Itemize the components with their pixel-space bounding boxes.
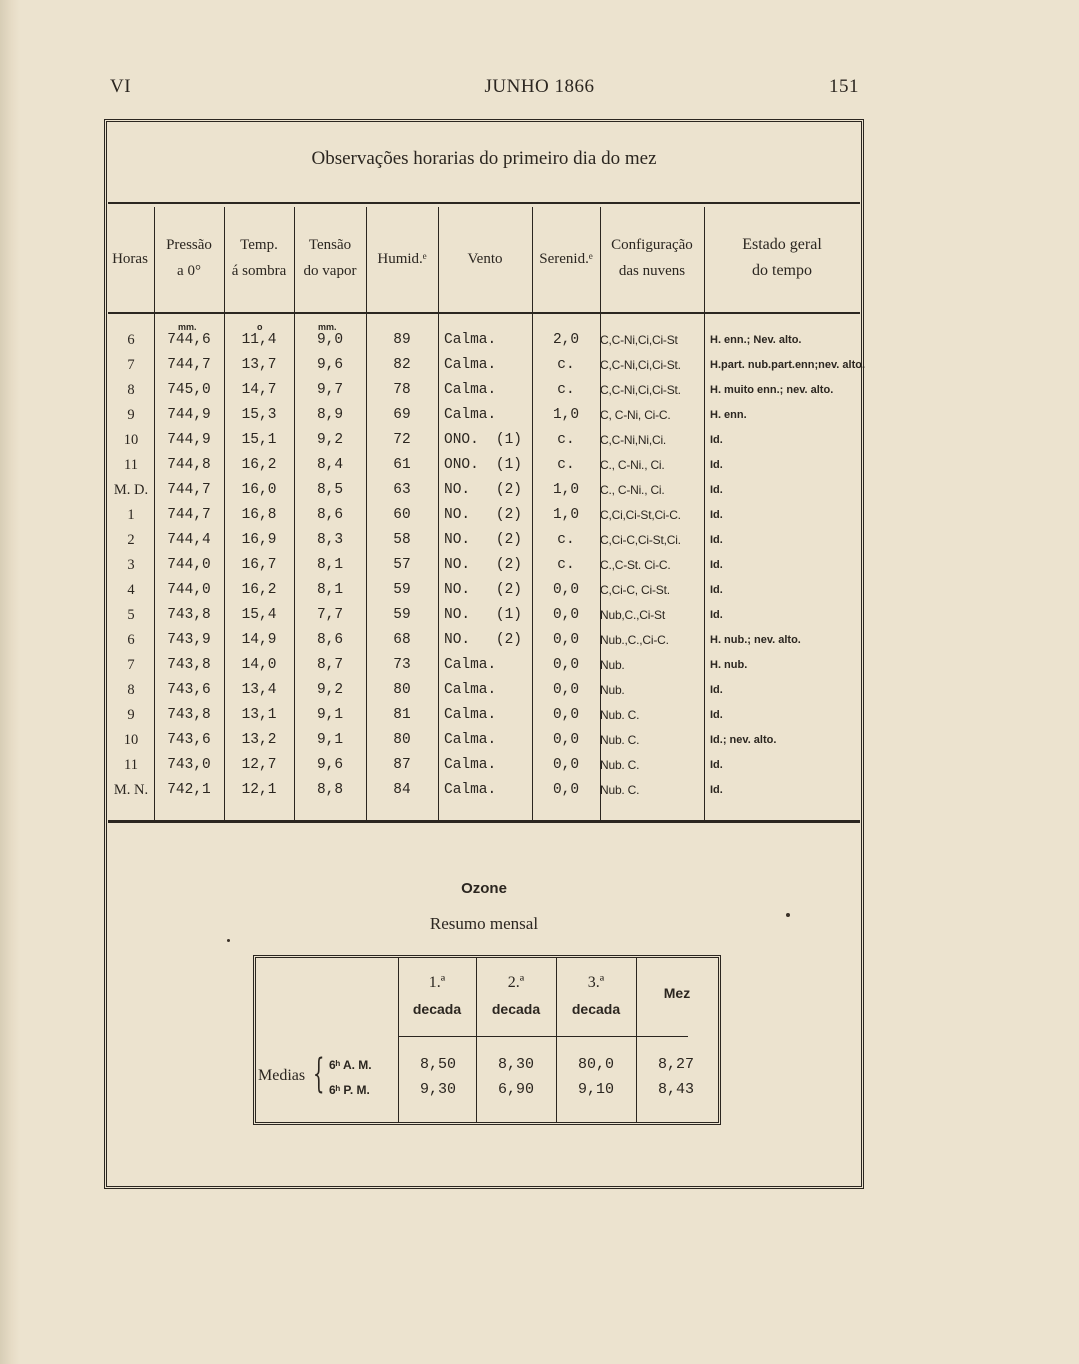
cell-tensao: 8,8 xyxy=(316,782,344,798)
cell-serenid: 1,0 xyxy=(552,482,580,498)
table-row xyxy=(108,503,865,528)
cell-pressao: 743,8 xyxy=(167,657,211,673)
cell-tensao: 9,7 xyxy=(316,382,344,398)
cell-temp: 16,0 xyxy=(241,482,277,498)
ozone-subtitle: Resumo mensal xyxy=(429,914,539,933)
ozone-value: 8,30 xyxy=(497,1056,534,1073)
cell-pressao: 745,0 xyxy=(167,382,211,398)
cell-config: C,C-Ni,Ci,Ci-St xyxy=(600,333,678,347)
cell-tensao: 7,7 xyxy=(316,607,344,623)
cell-hora: 10 xyxy=(123,432,139,448)
cell-config: Nub,C.,Ci-St xyxy=(600,608,665,622)
cell-temp: 16,8 xyxy=(241,507,277,523)
cell-temp: 16,9 xyxy=(241,532,277,548)
ozone-medias-label: Medias xyxy=(258,1067,306,1084)
table-row xyxy=(108,428,865,453)
cell-pressao: 744,7 xyxy=(167,507,211,523)
observations-body xyxy=(108,328,865,803)
cell-serenid: 0,0 xyxy=(552,607,580,623)
ozone-value: 9,10 xyxy=(577,1081,614,1098)
cell-temp: 13,4 xyxy=(241,682,277,698)
cell-temp: 15,3 xyxy=(241,407,277,423)
cell-vento: Calma. xyxy=(444,407,497,423)
cell-estado: Id. xyxy=(710,459,723,471)
cell-serenid: 0,0 xyxy=(552,657,580,673)
col-head-pressao: Pressão a 0° xyxy=(166,237,212,279)
cell-tensao: 8,6 xyxy=(316,632,344,648)
cell-temp: 14,0 xyxy=(241,657,277,673)
cell-humid: 69 xyxy=(393,407,411,423)
cell-vento: Calma. xyxy=(444,782,497,798)
cell-vento: Calma. xyxy=(444,332,497,348)
cell-temp: 12,7 xyxy=(241,757,277,773)
ozone-header-rule xyxy=(398,1036,688,1037)
ozone-row-label-am: 6ʰ A. M. xyxy=(329,1058,372,1072)
cell-pressao: 744,0 xyxy=(167,582,211,598)
cell-estado: Id.; nev. alto. xyxy=(710,734,777,746)
cell-config: C,Ci-C, Ci-St. xyxy=(600,583,670,597)
cell-tensao: 8,7 xyxy=(316,657,344,673)
wind-note: (2) xyxy=(495,632,522,648)
cell-vento: Calma. xyxy=(444,357,497,373)
cell-hora: 5 xyxy=(127,607,135,623)
cell-tensao: 8,6 xyxy=(316,507,344,523)
observations-title: Observações horarias do primeiro dia do mez xyxy=(311,148,657,169)
cell-estado: Id. xyxy=(710,759,723,771)
ozone-value: 8,50 xyxy=(419,1056,456,1073)
table-row xyxy=(108,628,865,653)
ozone-col-decada-2: 2.ª decada xyxy=(491,974,541,1017)
col-head-vento: Vento xyxy=(467,251,503,267)
cell-vento: Calma. xyxy=(444,757,497,773)
cell-tensao: 9,2 xyxy=(316,432,344,448)
wind-note: (1) xyxy=(495,607,522,623)
cell-pressao: 744,6 xyxy=(167,332,211,348)
paper-speck xyxy=(786,913,790,917)
cell-pressao: 744,9 xyxy=(167,407,211,423)
ozone-title: Ozone xyxy=(461,880,507,897)
cell-serenid: 1,0 xyxy=(552,507,580,523)
cell-vento: NO. (2) xyxy=(438,503,532,528)
cell-serenid: 1,0 xyxy=(552,407,580,423)
cell-tensao: 8,9 xyxy=(316,407,344,423)
cell-temp: 16,7 xyxy=(241,557,277,573)
cell-hora: 7 xyxy=(127,357,135,373)
cell-humid: 57 xyxy=(393,557,411,573)
table-row xyxy=(108,353,865,378)
rule-under-title xyxy=(108,202,860,204)
month-title: JUNHO 1866 xyxy=(484,76,595,97)
cell-config: C, C-Ni, Ci-C. xyxy=(600,408,671,422)
cell-vento: Calma. xyxy=(444,682,497,698)
rule-under-table xyxy=(108,820,860,823)
cell-serenid: 0,0 xyxy=(552,582,580,598)
unit-tensao: mm. xyxy=(318,322,337,332)
cell-humid: 72 xyxy=(393,432,411,448)
cell-hora: 8 xyxy=(127,682,135,698)
cell-humid: 59 xyxy=(393,607,411,623)
cell-estado: H. nub.; nev. alto. xyxy=(710,634,801,646)
cell-temp: 14,7 xyxy=(241,382,277,398)
cell-hora: 8 xyxy=(127,382,135,398)
rule-under-header xyxy=(108,312,860,314)
cell-hora: 9 xyxy=(127,407,135,423)
cell-temp: 13,2 xyxy=(241,732,277,748)
cell-vento: ONO. (1) xyxy=(438,453,532,478)
cell-tensao: 9,0 xyxy=(316,332,344,348)
cell-serenid: c. xyxy=(557,382,575,398)
cell-config: C., C-Ni., Ci. xyxy=(600,458,665,472)
cell-tensao: 9,1 xyxy=(316,707,344,723)
cell-pressao: 744,4 xyxy=(167,532,211,548)
ozone-value: 8,43 xyxy=(657,1081,694,1098)
cell-tensao: 8,4 xyxy=(316,457,344,473)
cell-pressao: 744,7 xyxy=(167,357,211,373)
cell-config: C,Ci,Ci-St,Ci-C. xyxy=(600,508,681,522)
cell-temp: 16,2 xyxy=(241,582,277,598)
cell-vento: NO. (2) xyxy=(438,478,532,503)
cell-humid: 84 xyxy=(393,782,411,798)
cell-estado: H. muito enn.; nev. alto. xyxy=(710,384,834,396)
cell-serenid: 0,0 xyxy=(552,732,580,748)
cell-config: Nub. C. xyxy=(600,733,640,747)
cell-estado: H. nub. xyxy=(710,659,748,671)
cell-tensao: 9,1 xyxy=(316,732,344,748)
ozone-col-decada-3: 3.ª decada xyxy=(571,974,621,1017)
cell-hora: M. D. xyxy=(113,482,149,498)
cell-serenid: 0,0 xyxy=(552,757,580,773)
cell-estado: Id. xyxy=(710,559,723,571)
cell-serenid: c. xyxy=(557,532,575,548)
ozone-value: 80,0 xyxy=(577,1056,614,1073)
ozone-row-label-pm: 6ʰ P. M. xyxy=(329,1083,370,1097)
cell-estado: H. enn.; Nev. alto. xyxy=(710,334,802,346)
cell-estado: Id. xyxy=(710,709,723,721)
cell-humid: 78 xyxy=(393,382,411,398)
col-head-horas: Horas xyxy=(112,251,148,267)
cell-estado: Id. xyxy=(710,484,723,496)
cell-pressao: 744,0 xyxy=(167,557,211,573)
cell-tensao: 9,2 xyxy=(316,682,344,698)
cell-tensao: 8,3 xyxy=(316,532,344,548)
book-spine-shadow xyxy=(0,0,20,1364)
ozone-col-decada-1: 1.ª decada xyxy=(412,974,462,1017)
cell-hora: 10 xyxy=(123,732,139,748)
table-row xyxy=(108,753,865,778)
cell-tensao: 9,6 xyxy=(316,357,344,373)
cell-config: C,C-Ni,Ni,Ci. xyxy=(600,433,667,447)
brace-glyph: { xyxy=(313,1051,325,1097)
table-row xyxy=(108,778,865,803)
cell-hora: 11 xyxy=(124,457,138,473)
cell-humid: 63 xyxy=(393,482,411,498)
cell-estado: Id. xyxy=(710,609,723,621)
cell-hora: 2 xyxy=(127,532,135,548)
cell-estado: H.part. nub.part.enn;nev. alto. xyxy=(710,359,866,371)
cell-hora: M. N. xyxy=(113,782,149,798)
cell-tensao: 8,5 xyxy=(316,482,344,498)
cell-serenid: 2,0 xyxy=(552,332,580,348)
unit-temp: o xyxy=(257,322,263,332)
wind-note: (2) xyxy=(495,482,522,498)
cell-vento: NO. (2) xyxy=(438,528,532,553)
cell-config: C., C-Ni., Ci. xyxy=(600,483,665,497)
cell-config: Nub. xyxy=(600,658,625,672)
cell-config: Nub. xyxy=(600,683,625,697)
cell-humid: 61 xyxy=(393,457,411,473)
table-row xyxy=(108,553,865,578)
cell-hora: 4 xyxy=(127,582,135,598)
cell-humid: 73 xyxy=(393,657,411,673)
cell-vento: ONO. (1) xyxy=(438,428,532,453)
cell-humid: 81 xyxy=(393,707,411,723)
cell-config: C,C-Ni,Ci,Ci-St. xyxy=(600,358,681,372)
cell-temp: 13,7 xyxy=(241,357,277,373)
cell-temp: 13,1 xyxy=(241,707,277,723)
wind-note: (2) xyxy=(495,532,522,548)
ozone-value: 8,27 xyxy=(657,1056,694,1073)
cell-estado: Id. xyxy=(710,684,723,696)
col-head-humid: Humid.ᵉ xyxy=(377,251,427,267)
cell-hora: 7 xyxy=(127,657,135,673)
cell-tensao: 9,6 xyxy=(316,757,344,773)
cell-config: C.,C-St. Ci-C. xyxy=(600,558,671,572)
cell-humid: 80 xyxy=(393,682,411,698)
cell-temp: 12,1 xyxy=(241,782,277,798)
table-row xyxy=(108,728,865,753)
col-head-serenid: Serenid.ᵉ xyxy=(539,251,593,267)
cell-estado: Id. xyxy=(710,434,723,446)
cell-serenid: c. xyxy=(557,457,575,473)
cell-serenid: 0,0 xyxy=(552,632,580,648)
cell-config: Nub. C. xyxy=(600,783,640,797)
cell-humid: 59 xyxy=(393,582,411,598)
table-row xyxy=(108,528,865,553)
cell-config: Nub. C. xyxy=(600,708,640,722)
cell-serenid: 0,0 xyxy=(552,707,580,723)
cell-estado: Id. xyxy=(710,784,723,796)
table-row xyxy=(108,478,865,503)
cell-temp: 16,2 xyxy=(241,457,277,473)
table-row xyxy=(108,403,865,428)
cell-estado: H. enn. xyxy=(710,409,747,421)
cell-pressao: 743,8 xyxy=(167,607,211,623)
ozone-value: 6,90 xyxy=(497,1081,534,1098)
cell-hora: 3 xyxy=(127,557,135,573)
cell-serenid: 0,0 xyxy=(552,782,580,798)
cell-pressao: 743,9 xyxy=(167,632,211,648)
cell-hora: 6 xyxy=(127,632,135,648)
cell-hora: 9 xyxy=(127,707,135,723)
wind-note: (2) xyxy=(495,557,522,573)
cell-serenid: 0,0 xyxy=(552,682,580,698)
page-header xyxy=(0,76,1079,100)
cell-vento: Calma. xyxy=(444,657,497,673)
cell-vento: Calma. xyxy=(444,732,497,748)
page-number: 151 xyxy=(829,76,859,97)
cell-pressao: 744,7 xyxy=(167,482,211,498)
table-row xyxy=(108,703,865,728)
col-head-tensao: Tensão do vapor xyxy=(303,237,357,279)
unit-pressao: mm. xyxy=(178,322,197,332)
table-row xyxy=(108,378,865,403)
table-row xyxy=(108,453,865,478)
ozone-value: 9,30 xyxy=(419,1081,456,1098)
cell-hora: 6 xyxy=(127,332,135,348)
cell-config: Nub.,C.,Ci-C. xyxy=(600,633,669,647)
cell-humid: 87 xyxy=(393,757,411,773)
cell-hora: 11 xyxy=(124,757,138,773)
cell-vento: NO. (2) xyxy=(438,553,532,578)
cell-humid: 60 xyxy=(393,507,411,523)
cell-pressao: 742,1 xyxy=(167,782,211,798)
cell-vento: NO. (2) xyxy=(438,628,532,653)
cell-serenid: c. xyxy=(557,432,575,448)
cell-config: C,Ci-C,Ci-St,Ci. xyxy=(600,533,681,547)
cell-humid: 80 xyxy=(393,732,411,748)
cell-serenid: c. xyxy=(557,557,575,573)
cell-vento: NO. (2) xyxy=(438,578,532,603)
cell-pressao: 744,8 xyxy=(167,457,211,473)
cell-vento: Calma. xyxy=(444,382,497,398)
cell-estado: Id. xyxy=(710,509,723,521)
table-row xyxy=(108,678,865,703)
cell-estado: Id. xyxy=(710,584,723,596)
paper-speck xyxy=(227,939,230,942)
cell-humid: 68 xyxy=(393,632,411,648)
hourly-observations-table xyxy=(108,328,865,803)
col-head-config: Configuração das nuvens xyxy=(611,237,693,279)
cell-temp: 11,4 xyxy=(241,332,277,348)
cell-pressao: 744,9 xyxy=(167,432,211,448)
ozone-col-mez: Mez xyxy=(663,985,691,1001)
table-row xyxy=(108,578,865,603)
cell-temp: 15,4 xyxy=(241,607,277,623)
cell-estado: Id. xyxy=(710,534,723,546)
cell-config: C,C-Ni,Ci,Ci-St. xyxy=(600,383,681,397)
cell-pressao: 743,6 xyxy=(167,732,211,748)
cell-tensao: 8,1 xyxy=(316,582,344,598)
cell-vento: NO. (1) xyxy=(438,603,532,628)
cell-tensao: 8,1 xyxy=(316,557,344,573)
cell-pressao: 743,6 xyxy=(167,682,211,698)
wind-note: (1) xyxy=(495,457,522,473)
cell-temp: 15,1 xyxy=(241,432,277,448)
wind-note: (1) xyxy=(495,432,522,448)
wind-note: (2) xyxy=(495,507,522,523)
cell-serenid: c. xyxy=(557,357,575,373)
cell-vento: Calma. xyxy=(444,707,497,723)
cell-temp: 14,9 xyxy=(241,632,277,648)
cell-humid: 58 xyxy=(393,532,411,548)
wind-note: (2) xyxy=(495,582,522,598)
cell-pressao: 743,8 xyxy=(167,707,211,723)
col-head-temp: Temp. á sombra xyxy=(231,237,287,279)
table-row xyxy=(108,603,865,628)
cell-hora: 1 xyxy=(127,507,135,523)
cell-humid: 89 xyxy=(393,332,411,348)
cell-config: Nub. C. xyxy=(600,758,640,772)
table-row xyxy=(108,328,865,353)
section-number: VI xyxy=(110,76,132,97)
cell-humid: 82 xyxy=(393,357,411,373)
col-head-estado: Estado geral do tempo xyxy=(742,236,822,279)
cell-pressao: 743,0 xyxy=(167,757,211,773)
table-row xyxy=(108,653,865,678)
